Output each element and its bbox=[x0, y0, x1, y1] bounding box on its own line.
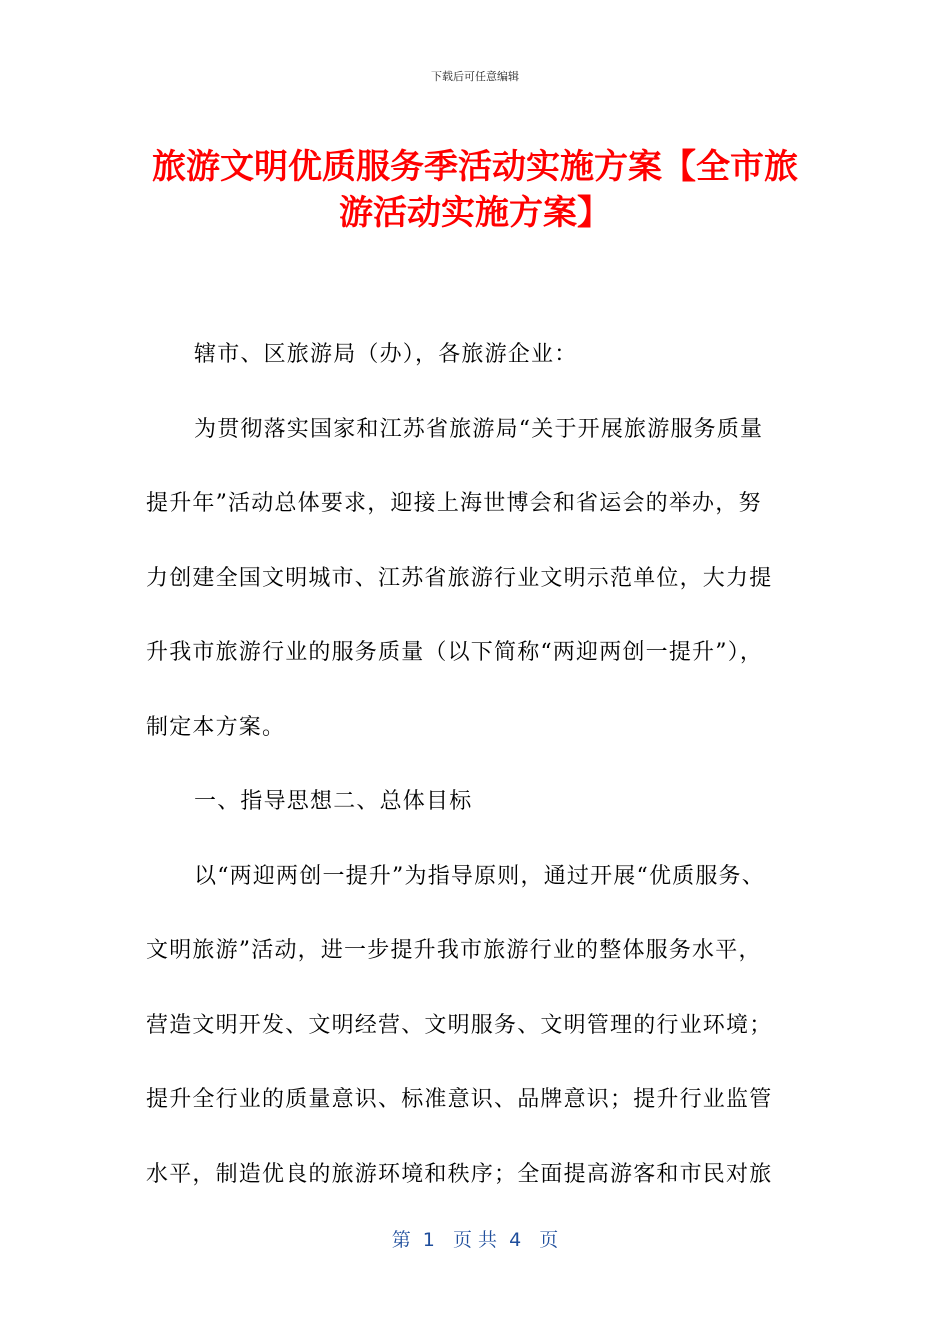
paragraph-line: 升我市旅游行业的服务质量（以下简称“两迎两创一提升”）， bbox=[146, 640, 764, 665]
title-line-2: 游活动实施方案】 bbox=[339, 193, 611, 233]
paragraph-line: 提升全行业的质量意识、标准意识、品牌意识；提升行业监管 bbox=[146, 1087, 773, 1112]
paragraph-2 bbox=[146, 840, 816, 1213]
paragraph-line: 文明旅游”活动，进一步提升我市旅游行业的整体服务水平， bbox=[146, 938, 762, 963]
paragraph-1 bbox=[146, 393, 816, 766]
page-footer: 第 1 页 共 4 页 bbox=[391, 1229, 559, 1251]
title-line-1: 旅游文明优质服务季活动实施方案【全市旅 bbox=[152, 147, 798, 187]
paragraph-line: 营造文明开发、文明经营、文明服务、文明管理的行业环境； bbox=[146, 1012, 773, 1038]
paragraph-line: 为贯彻落实国家和江苏省旅游局“关于开展旅游服务质量 bbox=[194, 416, 764, 442]
document-body bbox=[146, 318, 816, 1212]
paragraph-line: 制定本方案。 bbox=[146, 714, 286, 740]
section-heading: 一、指导思想二、总体目标 bbox=[194, 789, 473, 814]
paragraph-line: 提升年”活动总体要求，迎接上海世博会和省运会的举办，努 bbox=[146, 491, 762, 516]
document-title bbox=[110, 144, 840, 236]
paragraph-line: 水平，制造优良的旅游环境和秩序；全面提高游客和市民对旅 bbox=[146, 1161, 773, 1187]
paragraph-line: 力创建全国文明城市、江苏省旅游行业文明示范单位，大力提 bbox=[146, 565, 773, 591]
paragraph-line: 以“两迎两创一提升”为指导原则，通过开展“优质服务、 bbox=[194, 863, 765, 889]
header-note: 下载后可任意编辑 bbox=[431, 70, 519, 83]
salutation: 辖市、区旅游局（办），各旅游企业： bbox=[194, 342, 578, 367]
